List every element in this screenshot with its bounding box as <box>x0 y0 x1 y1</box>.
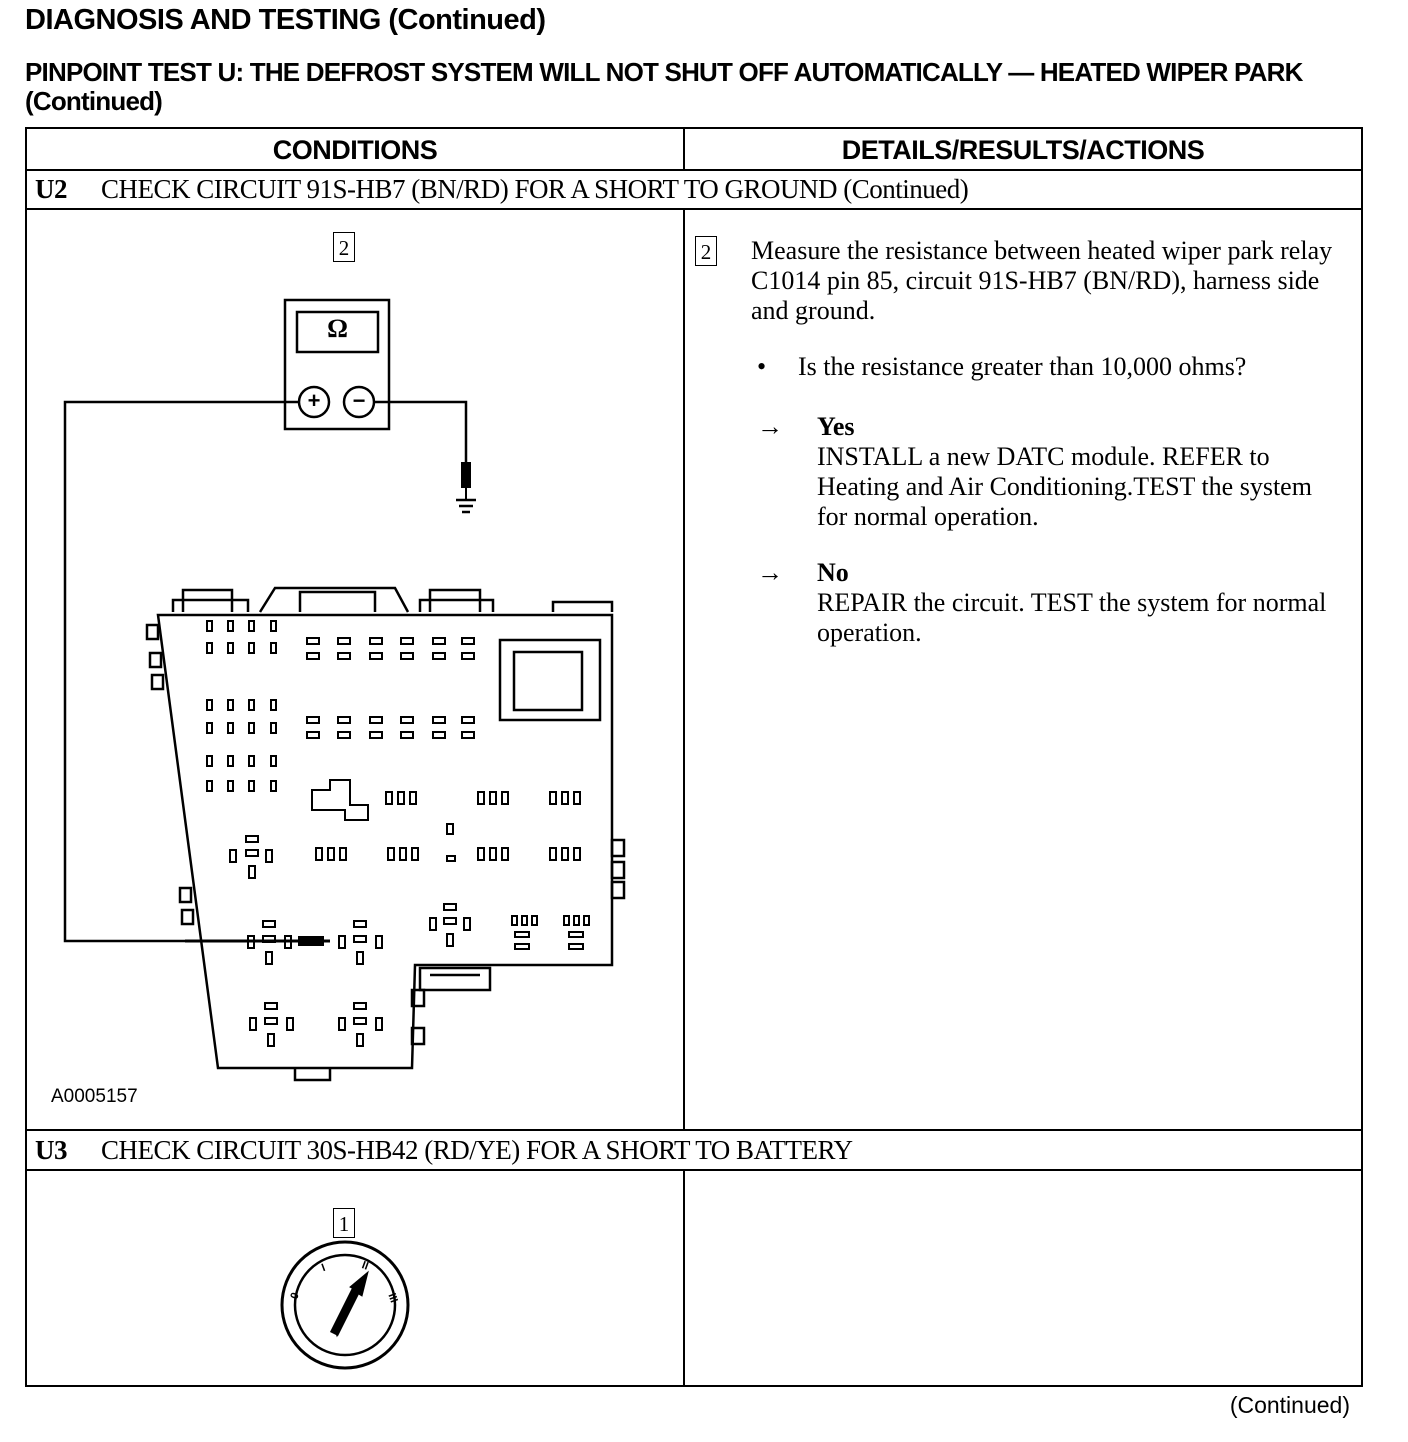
figure-step-number: 2 <box>333 232 355 262</box>
details-column-header: DETAILS/RESULTS/ACTIONS <box>841 135 1205 165</box>
step-title: CHECK CIRCUIT 91S-HB7 (BN/RD) FOR A SHORT TO GROUND (Continued) <box>101 174 969 204</box>
step-id: U3 <box>35 1135 67 1165</box>
conditions-column-header: CONDITIONS <box>272 135 438 165</box>
pinpoint-test-title: PINPOINT TEST U: THE DEFROST SYSTEM WILL NOT SHUT OFF AUTOMATICALLY — HEATED WIPER PARK (Continued) <box>25 57 1303 116</box>
question-bullet: • <box>757 352 767 381</box>
ignition-mark-0: 0 <box>288 1291 302 1301</box>
connector-clip <box>260 588 408 612</box>
ohm-symbol: Ω <box>327 314 348 343</box>
figure-id-label: A0005157 <box>51 1086 138 1107</box>
result-action: INSTALL a new DATC module. REFER to Heating and Air Conditioning.TEST the system for normal operation. <box>817 442 1312 531</box>
connector-clip <box>173 590 248 612</box>
result-label: Yes <box>817 412 855 441</box>
minus-symbol: − <box>352 388 366 413</box>
result-yes <box>757 412 1317 532</box>
question-text: Is the resistance greater than 10,000 ohms? <box>798 352 1247 381</box>
result-action: REPAIR the circuit. TEST the system for normal operation. <box>817 588 1327 647</box>
continued-label: (Continued) <box>1229 1392 1350 1418</box>
connector-clip <box>420 590 493 612</box>
result-label: No <box>817 558 849 587</box>
detail-step-number: 2 <box>695 236 717 266</box>
page-title: DIAGNOSIS AND TESTING (Continued) <box>25 4 546 36</box>
ignition-mark-3: III <box>385 1291 400 1305</box>
result-no <box>757 558 1327 648</box>
connector-clip <box>553 602 612 612</box>
instruction-text: Measure the resistance between heated wiper park relay C1014 pin 85, circuit 91S-HB7 (BN/RD), harness side and ground. <box>751 236 1333 325</box>
plus-symbol: + <box>307 388 321 413</box>
arrow-icon: → <box>757 558 783 587</box>
fuse-box-outline <box>158 615 612 1068</box>
ground-symbol-icon <box>456 500 476 512</box>
positive-lead <box>65 402 299 941</box>
ignition-mark-1: I <box>320 1261 328 1275</box>
arrow-icon: → <box>757 412 783 441</box>
figure-step-number: 1 <box>333 1208 355 1238</box>
probe-tip <box>461 462 471 488</box>
step-id: U2 <box>35 174 67 204</box>
step-title: CHECK CIRCUIT 30S-HB42 (RD/YE) FOR A SHORT TO BATTERY <box>101 1135 853 1165</box>
ignition-switch-icon <box>282 1242 408 1368</box>
connector-clip <box>420 968 490 990</box>
ignition-mark-2: II <box>360 1259 370 1273</box>
connector-clip <box>295 1068 330 1080</box>
probe-tip <box>298 936 324 946</box>
